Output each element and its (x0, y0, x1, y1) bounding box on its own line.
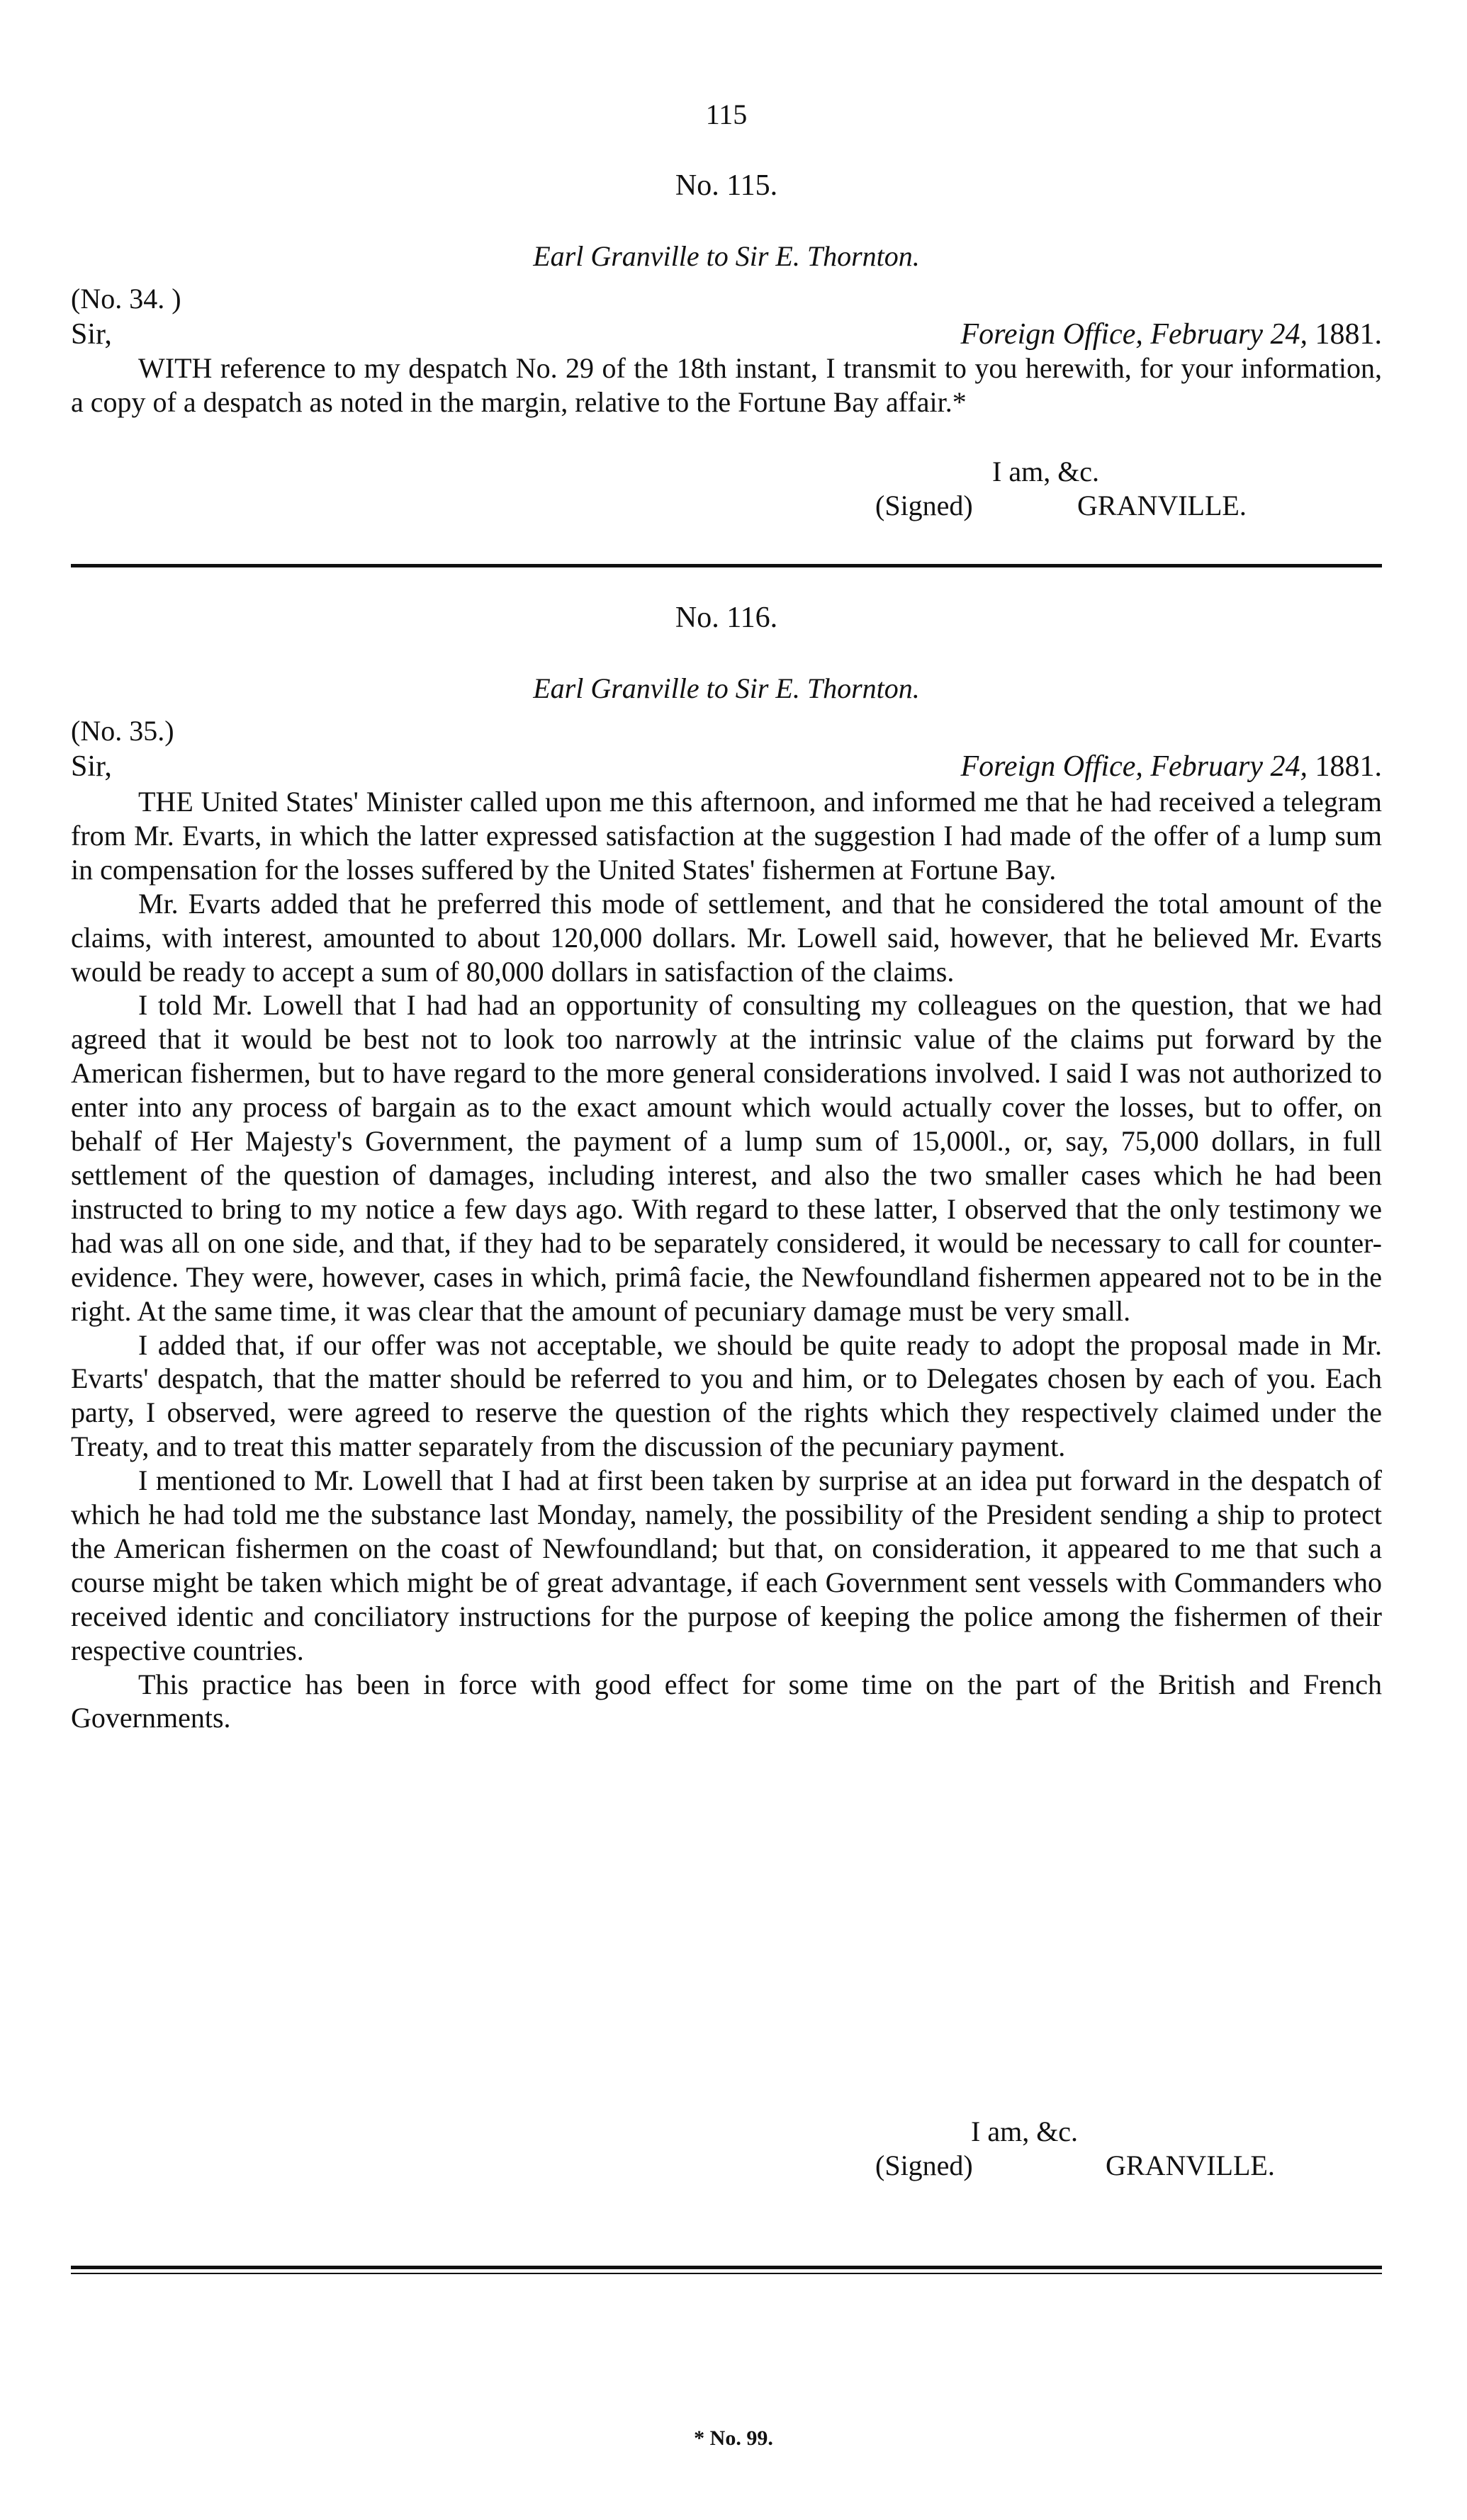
paragraph: I mentioned to Mr. Lowell that I had at first been taken by surprise at an idea put forward in the despatch of which he had told me the substance last Monday, namely, the possibility of the President sending a ship to protect the American fishermen on the coast of Newfoundland; but that, on consideration, it appeared to me that such a course might be taken which might be of great advantage, if each Government sent vessels with Commanders who received identic and conciliatory instructions for the purpose of keeping the police among the fishermen of their respective countries. (71, 1464, 1382, 1666)
closing-text: I am, &c. (992, 456, 1100, 487)
paragraph: I added that, if our offer was not acceptable, we should be quite ready to adopt the proposal made in Mr. Evarts' despatch, that the matter should be referred to you and him, or to Delegates chosen by each of you. Each party, I observed, were agreed to reserve the question of the rights which they respectively claimed under the Treaty, and to treat this matter separately from the discussion of the pecuniary payment. (71, 1328, 1382, 1463)
dateline-place-date: Foreign Office, February 24, (960, 318, 1308, 351)
dateline-year: 1881. (1315, 750, 1382, 783)
page-number: 115 (705, 98, 748, 130)
letter-body (71, 785, 1382, 1735)
footnote: * No. 99. (694, 2426, 773, 2450)
closing-line (71, 2115, 1382, 2149)
closing-text: I am, &c. (971, 2115, 1079, 2147)
dateline (960, 750, 1382, 784)
salutation: Sir, (71, 318, 112, 351)
paragraph: WITH reference to my despatch No. 29 of the 18th instant, I transmit to you herewith, for your information, a copy of a despatch as noted in the margin, relative to the Fortune Bay affair.* (71, 352, 1382, 418)
signed-label: (Signed) (875, 2149, 973, 2181)
dateline (960, 317, 1382, 351)
letter-title: Earl Granville to Sir E. Thornton. (533, 240, 920, 272)
dateline-year: 1881. (1315, 318, 1382, 351)
letter-number: No. 116. (675, 601, 778, 634)
bottom-divider (71, 2266, 1382, 2269)
salutation: Sir, (71, 750, 112, 783)
closing-line (71, 455, 1382, 489)
despatch-reference: (No. 34. ) (71, 283, 181, 315)
signature-line (71, 489, 1382, 523)
paragraph: Mr. Evarts added that he preferred this mode of settlement, and that he considered the total amount of the claims, with interest, amounted to about 120,000 dollars. Mr. Lowell said, however, that he believed Mr. Evarts would be ready to accept a sum of 80,000 dollars in satisfaction of the claims. (71, 887, 1382, 988)
paragraph: I told Mr. Lowell that I had had an opportunity of consulting my colleagues on the question, that we had agreed that it would be best not to look too narrowly at the intrinsic value of the claims put forward by the American fishermen, but to have regard to the more general considerations involved. I said I was not authorized to enter into any process of bargain as to the exact amount which would actually cover the losses, but to offer, on behalf of Her Majesty's Government, the payment of a lump sum of 15,000l., or, say, 75,000 dollars, in full settlement of the question of damages, including interest, and also the two smaller cases which he had been instructed to bring to my notice a few days ago. With regard to these latter, I observed that the only testimony we had was all on one side, and that, if they had to be separately considered, it would be necessary to call for counter-evidence. They were, however, cases in which, primâ facie, the Newfoundland fishermen appeared not to be in the right. At the same time, it was clear that the amount of pecuniary damage must be very small. (71, 989, 1382, 1327)
letter-title: Earl Granville to Sir E. Thornton. (533, 672, 920, 704)
salutation-line (71, 750, 1382, 785)
signature: GRANVILLE. (1077, 490, 1247, 521)
bottom-divider-thin (71, 2273, 1382, 2274)
section-divider (71, 564, 1382, 567)
paragraph: THE United States' Minister called upon me this afternoon, and informed me that he had received a telegram from Mr. Evarts, in which the latter expressed satisfaction at the suggestion I had made of the offer of a lump sum in compensation for the losses suffered by the United States' fishermen at Fortune Bay. (71, 786, 1382, 886)
signature: GRANVILLE. (1106, 2149, 1275, 2181)
salutation-line (71, 317, 1382, 353)
dateline-place-date: Foreign Office, February 24, (960, 750, 1308, 783)
paragraph: This practice has been in force with good effect for some time on the part of the British and French Governments. (71, 1668, 1382, 1734)
signature-line (71, 2149, 1382, 2183)
despatch-reference: (No. 35.) (71, 715, 174, 747)
letter-body (71, 351, 1382, 419)
letter-number: No. 115. (675, 169, 778, 202)
signed-label: (Signed) (875, 490, 973, 521)
